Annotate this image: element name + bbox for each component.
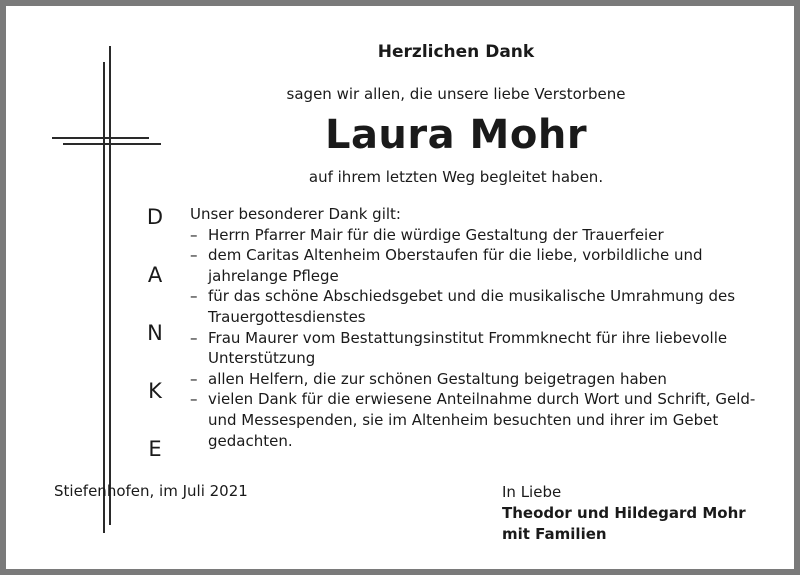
cross-icon-horizontal-line-1 <box>52 137 149 139</box>
heading: Herzlichen Dank <box>377 42 535 62</box>
danke-letter-e: E <box>148 437 162 461</box>
danke-letter-a: A <box>147 263 163 287</box>
thanks-list <box>190 225 770 452</box>
after-name-text: auf ihrem letzten Weg begleitet haben. <box>308 168 604 186</box>
thanks-item: – allen Helfern, die zur schönen Gestaltung beigetragen haben <box>190 369 770 390</box>
thanks-item: – Frau Maurer vom Bestattungsinstitut Frommknecht für ihre liebevolle Unterstützung <box>190 328 770 369</box>
deceased-name: Laura Mohr <box>324 112 588 158</box>
thanks-item: – dem Caritas Altenheim Oberstaufen für die liebe, vorbildliche und jahrelange Pflege <box>190 245 770 286</box>
cross-icon-vertical-line-2 <box>109 46 111 525</box>
danke-letter-n: N <box>147 321 163 345</box>
signature <box>502 482 746 545</box>
danke-letter-d: D <box>146 205 164 229</box>
danke-letter-k: K <box>148 379 162 403</box>
cross-icon-vertical-line-1 <box>103 62 105 533</box>
signature-family: mit Familien <box>502 525 607 543</box>
thanks-section <box>190 204 770 451</box>
thanks-intro: Unser besonderer Dank gilt: <box>190 205 401 223</box>
signature-greeting: In Liebe <box>502 483 562 501</box>
thanks-item: – vielen Dank für die erwiesene Anteilnahme durch Wort und Schrift, Geld- und Messespenden, sie im Altenheim besuchten und ihrer im Gebet gedachten. <box>190 389 770 451</box>
cross-icon-horizontal-line-2 <box>63 143 161 145</box>
subline: sagen wir allen, die unsere liebe Verstorbene <box>286 85 626 103</box>
place-date: Stiefenhofen, im Juli 2021 <box>54 482 248 500</box>
thanks-item: – für das schöne Abschiedsgebet und die musikalische Umrahmung des Trauergottesdienstes <box>190 286 770 327</box>
signature-names: Theodor und Hildegard Mohr <box>502 504 746 522</box>
thanks-item: – Herrn Pfarrer Mair für die würdige Gestaltung der Trauerfeier <box>190 225 770 246</box>
